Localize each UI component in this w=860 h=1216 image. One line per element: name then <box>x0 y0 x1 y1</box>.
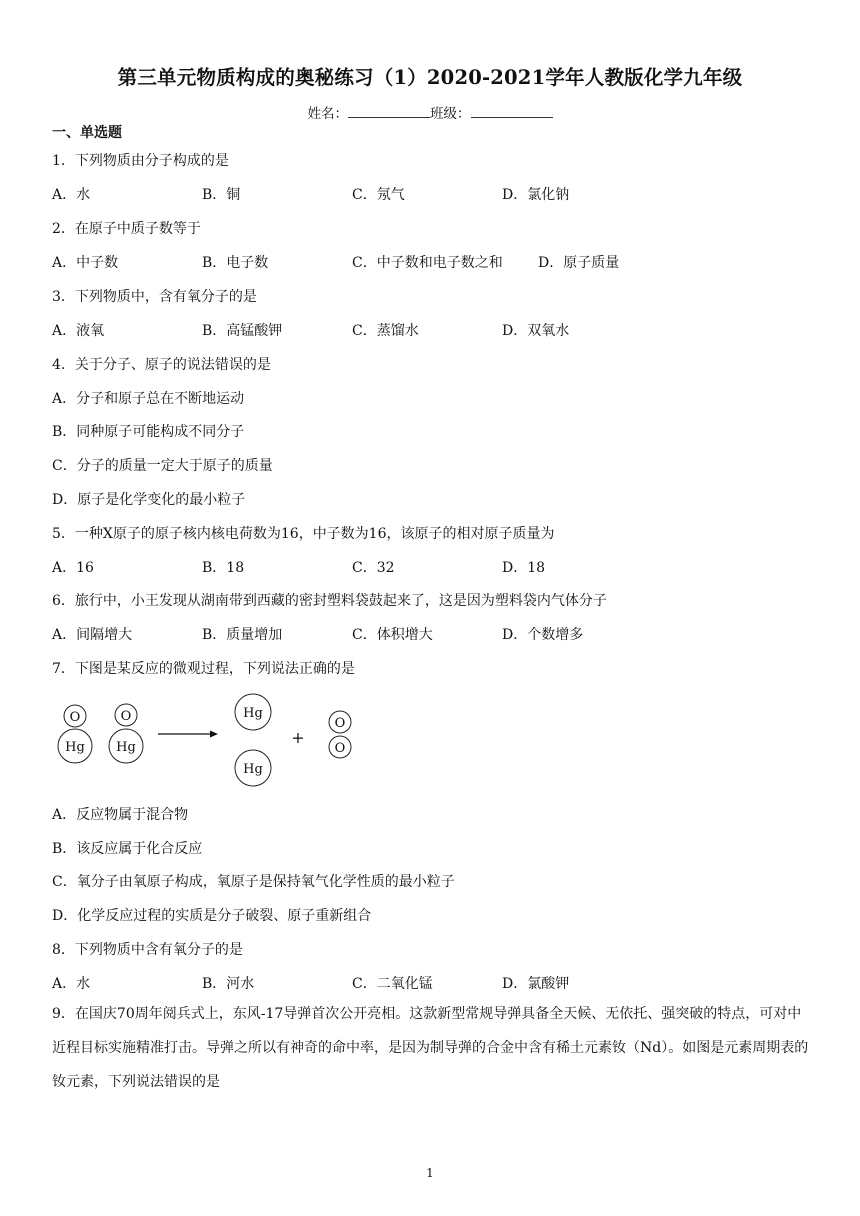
atom-label: Hg <box>243 706 263 721</box>
question-stem: 9．在国庆70周年阅兵式上，东风-17导弹首次公开亮相。这款新型常规导弹具备全天候、无依托、强突破的特点，可对中近程目标实施精准打击。导弹之所以有神奇的命中率，是因为制导弹的合金中含有稀土元素钕（Nd）。如图是元素周期表的钕元素，下列说法错误的是 <box>52 1006 809 1090</box>
question-stem: 3．下列物质中，含有氧分子的是 <box>52 289 257 305</box>
page-title: 第三单元物质构成的奥秘练习（1）2020-2021学年人教版化学九年级 <box>117 66 743 89</box>
reaction-arrow <box>158 731 218 738</box>
question-stem: 2．在原子中质子数等于 <box>52 221 201 237</box>
option: D．氯酸钾 <box>502 976 570 992</box>
option: D．双氧水 <box>502 323 570 339</box>
option: C．二氧化锰 <box>352 976 433 992</box>
option: B．该反应属于化合反应 <box>52 841 203 857</box>
class-blank[interactable] <box>471 105 553 118</box>
option: D．氯化钠 <box>502 187 570 203</box>
question-stem: 8．下列物质中含有氧分子的是 <box>52 942 243 958</box>
atom-label: O <box>334 741 346 756</box>
option: C．分子的质量一定大于原子的质量 <box>52 458 273 474</box>
section-heading: 一、单选题 <box>52 125 122 141</box>
option: B．18 <box>202 560 245 576</box>
question-stem: 7．下图是某反应的微观过程，下列说法正确的是 <box>52 661 355 677</box>
question-stem: 6．旅行中，小王发现从湖南带到西藏的密封塑料袋鼓起来了，这是因为塑料袋内气体分子 <box>52 593 607 609</box>
option: B．电子数 <box>202 255 269 271</box>
page-number: 1 <box>426 1166 434 1180</box>
name-blank[interactable] <box>348 105 430 118</box>
option: A．16 <box>52 560 94 576</box>
option: C．32 <box>352 560 395 576</box>
atom-label: Hg <box>65 740 85 755</box>
option: A．中子数 <box>52 255 119 271</box>
atom-label: O <box>69 710 81 725</box>
option: B．同种原子可能构成不同分子 <box>52 424 245 440</box>
option: A．液氧 <box>52 323 105 339</box>
atom-label: Hg <box>243 762 263 777</box>
option: C．蒸馏水 <box>352 323 419 339</box>
option: B．高锰酸钾 <box>202 323 283 339</box>
option: D．化学反应过程的实质是分子破裂、原子重新组合 <box>52 908 372 924</box>
question-stem: 4．关于分子、原子的说法错误的是 <box>52 357 271 373</box>
option: D．原子质量 <box>538 255 620 271</box>
option: A．水 <box>52 976 91 992</box>
atom-label: Hg <box>116 740 136 755</box>
question-stem: 1．下列物质由分子构成的是 <box>52 153 229 169</box>
option: C．体积增大 <box>352 627 433 643</box>
plus-sign: + <box>291 728 305 747</box>
option: B．铜 <box>202 187 241 203</box>
option: A．反应物属于混合物 <box>52 807 189 823</box>
option: D．18 <box>502 560 546 576</box>
option: A．水 <box>52 187 91 203</box>
question-stem: 5．一种X原子的原子核内核电荷数为16，中子数为16，该原子的相对原子质量为 <box>52 526 555 542</box>
option: A．分子和原子总在不断地运动 <box>52 391 245 407</box>
option: C．中子数和电子数之和 <box>352 255 503 271</box>
atom-label: O <box>120 709 132 724</box>
option: D．原子是化学变化的最小粒子 <box>52 492 246 508</box>
atom-label: O <box>334 716 346 731</box>
name-label: 姓名： <box>307 106 348 122</box>
option: C．氖气 <box>352 187 405 203</box>
reaction-diagram <box>50 688 370 794</box>
option: B．河水 <box>202 976 255 992</box>
option: A．间隔增大 <box>52 627 133 643</box>
student-info-line <box>0 102 860 122</box>
class-label: 班级： <box>430 106 471 122</box>
option: B．质量增加 <box>202 627 283 643</box>
option: D．个数增多 <box>502 627 584 643</box>
option: C．氧分子由氧原子构成，氧原子是保持氧气化学性质的最小粒子 <box>52 874 455 890</box>
